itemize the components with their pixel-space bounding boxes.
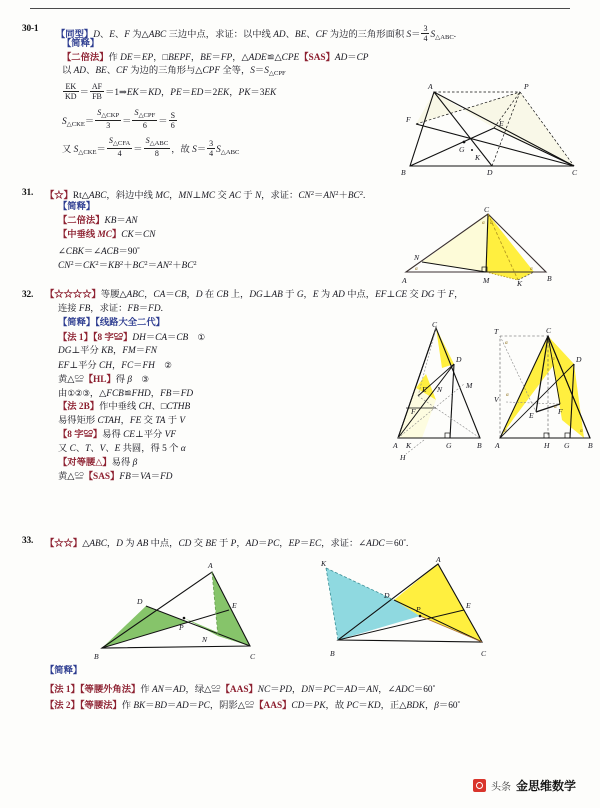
fig32b-label-G: G	[564, 441, 570, 450]
problem-33-line-1: 【简释】	[45, 666, 83, 676]
problem-32-line-1: 连接 FB，求证：FB＝FD.	[58, 304, 163, 314]
footer-brand-name: 金思维数学	[515, 779, 576, 793]
fig30-label-C: C	[572, 168, 578, 177]
fig32a-label-E: E	[422, 385, 427, 394]
problem-31-line-4: ∠CBK＝∠ACB＝90°	[58, 246, 140, 257]
problem-32-line-9: 易得矩形 CTAH，FE 交 TA 于 V	[58, 416, 186, 426]
fig33a-label-P: P	[179, 623, 184, 632]
fig32a-label-K: K	[406, 441, 412, 450]
problem-number-30-1: 30-1	[22, 24, 39, 34]
fig31-label-B: B	[547, 274, 552, 283]
fig31-label-C: C	[484, 205, 490, 214]
fig32a-label-D: D	[456, 355, 462, 364]
figure-33-method2	[316, 554, 572, 660]
fig30-label-P: P	[524, 82, 529, 91]
problem-number-32: 32.	[22, 290, 34, 300]
fig31-label-A: A	[402, 276, 407, 285]
fig32b-angle-4: α	[504, 428, 507, 434]
fig31-angle-0: α	[482, 220, 485, 226]
problem-32-line-6: 黄△≌【HL】得 β ③	[58, 375, 149, 385]
problem-32-line-12: 【对等腰△】易得 β	[58, 458, 138, 468]
fig30-label-B: B	[401, 168, 406, 177]
problem-31-line-3: 【中垂线 MC】CK＝CN	[58, 230, 156, 240]
problem-32-line-4: DG⊥平分 KB，FM＝FN	[58, 346, 157, 356]
fig32a-label-B: B	[477, 441, 482, 450]
fig33a-label-N: N	[202, 635, 208, 644]
fig32b-label-D: D	[576, 355, 582, 364]
fig30-label-A: A	[428, 82, 433, 91]
fig32a-label-F: F	[411, 407, 416, 416]
figure-30-1	[398, 78, 594, 178]
fig33b-label-B: B	[330, 649, 335, 658]
fig33b-label-A: A	[436, 555, 441, 564]
fig31-label-N: N	[414, 253, 420, 262]
problem-30-1-line-0: 【同型】D、E、F 为△ABC 三边中点，求证：以中线 AD、BE、CF 为边的三角形面积 S＝ $\frac{3}{4}$ $S_{\triangle ABC}$.	[56, 24, 457, 43]
fig32b-label-T: T	[494, 327, 499, 336]
problem-31-line-0: 【☆】Rt△ABC，斜边中线 MC，MN⊥MC 交 AC 于 N，求证：$CN^2=AN^2+BC^2$.	[45, 190, 366, 201]
fig30-label-K: K	[475, 153, 481, 162]
fig33a-label-A: A	[208, 561, 213, 570]
problem-32-line-13: 黄△≌【SAS】FB＝VA＝FD	[58, 472, 173, 482]
problem-30-1-line-5: $S_{\triangle CKE}=$ $\frac{S_{\triangle CKP}}{3}$ ＝ $\frac{S_{\triangle CPF}}{6}$ ＝ $\frac{S}{6}$	[62, 108, 176, 130]
figure-32-method1	[392, 322, 496, 452]
problem-number-33: 33.	[22, 536, 34, 546]
problem-number-31: 31.	[22, 188, 34, 198]
fig32b-label-B: B	[588, 441, 593, 450]
problem-30-1-line-4: $\frac{EK}{KD}$ ＝ $\frac{AF}{FB}$ ＝1⇒EK＝KD，PE＝ED＝2EK，PK＝3EK	[65, 82, 277, 101]
problem-32-line-5: EF⊥平分 CH，FC＝FH ②	[58, 361, 172, 371]
problem-33-line-3: 【法 2】【等腰法】作 BK＝BD＝AD＝PC，阴影△≌【AAS】CD＝PK，故 PC＝KD，正△BDK，β＝60°	[45, 700, 461, 711]
fig31-angle-3: α	[530, 266, 533, 272]
fig32b-label-F: F	[558, 407, 563, 416]
fig32a-label-N: N	[437, 385, 443, 394]
figure-32-method2	[492, 322, 598, 452]
fig32b-angle-0: α	[505, 340, 508, 346]
problem-30-1-line-1: 【简释】	[62, 39, 100, 49]
fig32b-angle-1: α	[552, 356, 555, 362]
fig32a-label-M: M	[466, 381, 473, 390]
figure-33-method1	[84, 556, 294, 660]
problem-31-line-5: $CN^2=CK^2=KB^2+BC^2=AN^2+BC^2$	[58, 260, 197, 271]
problem-32-line-0: 【☆☆☆☆】等腰△ABC，CA＝CB，D 在 CB 上，DG⊥AB 于 G，E 为 AD 中点，EF⊥CE 交 DG 于 F，	[45, 290, 464, 300]
problem-32-line-10: 【8 字≌】易得 CE⊥平分 VF	[58, 430, 177, 440]
fig33b-label-P: P	[416, 605, 421, 614]
fig30-label-F: F	[406, 115, 411, 124]
problem-33-line-0: 【☆☆】△ABC，D 为 AB 中点，CD 交 BE 于 P，AD＝PC，EP＝EC，求证：∠ADC＝60°.	[45, 538, 409, 549]
problem-32-line-8: 【法 2B】作中垂线 CH、□CTHB	[58, 402, 191, 412]
fig33a-label-C: C	[250, 652, 256, 661]
fig33b-label-E: E	[466, 601, 471, 610]
problem-31-line-1: 【简释】	[58, 202, 96, 212]
fig33b-label-C: C	[481, 649, 487, 658]
problem-30-1-line-2: 【二倍法】作 DE＝EP，□BEPF，BE＝FP，△ADE≌△CPE【SAS】AD＝CP	[62, 53, 369, 63]
fig32b-angle-3: α	[554, 404, 557, 410]
fig32b-label-E: E	[529, 411, 534, 420]
fig32b-label-V: V	[494, 395, 499, 404]
figure-31	[398, 204, 588, 286]
fig33a-label-B: B	[94, 652, 99, 661]
problem-32-line-7: 由①②③，△FCB≌FHD，FB＝FD	[58, 389, 194, 399]
fig33a-label-D: D	[137, 597, 143, 606]
problem-30-1-line-3: 以 AD、BE、CF 为边的三角形与△CPF 全等，$S=S_{\triangle CPF}$	[62, 66, 286, 77]
fig32b-label-H: H	[544, 441, 550, 450]
fig30-label-D: D	[487, 168, 493, 177]
fig32a-label-C: C	[432, 320, 438, 329]
problem-32-line-2: 【简释】【线路大全二代】	[58, 318, 165, 328]
fig32b-angle-5: α	[580, 428, 583, 434]
fig33b-label-K: K	[321, 559, 327, 568]
top-rule	[30, 8, 570, 9]
fig32a-label-G: G	[446, 441, 452, 450]
fig32b-label-C: C	[546, 326, 552, 335]
toutiao-logo-icon	[473, 779, 486, 792]
fig31-angle-2: α	[415, 266, 418, 272]
fig31-angle-1: α	[490, 220, 493, 226]
fig30-label-E: E	[499, 119, 504, 128]
problem-31-line-2: 【二倍法】KB＝AN	[58, 216, 138, 226]
fig32b-label-A: A	[495, 441, 500, 450]
problem-32-line-3: 【法 1】【8 字≌】DH＝CA＝CB ①	[58, 333, 206, 343]
fig32b-angle-2: α	[506, 392, 509, 398]
fig33a-label-E: E	[232, 601, 237, 610]
problem-32-line-11: 又 C、T、V、E 共圆，得 5 个 α	[58, 444, 186, 454]
problem-33-line-2: 【法 1】【等腰外角法】作 AN＝AD，绿△≌【AAS】NC＝PD，DN＝PC＝AD＝AN，∠ADC＝60°	[45, 684, 436, 695]
svg-text:H: H	[400, 453, 406, 462]
problem-30-1-line-6: 又 $S_{\triangle CKE}=$ $\frac{S_{\triangle CFA}}{4}$ ＝ $\frac{S_{\triangle ABC}}{8}$ ，故 S＝ $\frac{3}{4}$ $S_{\triangle ABC}$	[62, 136, 240, 158]
fig31-label-M: M	[483, 276, 490, 285]
footer-source-label: 头条	[490, 782, 511, 793]
fig32a-label-A: A	[393, 441, 398, 450]
fig33b-label-D: D	[384, 591, 390, 600]
footer-brand	[473, 777, 576, 794]
fig31-label-K: K	[517, 279, 523, 288]
figure-32-point-h	[398, 440, 438, 462]
fig30-label-G: G	[459, 145, 465, 154]
